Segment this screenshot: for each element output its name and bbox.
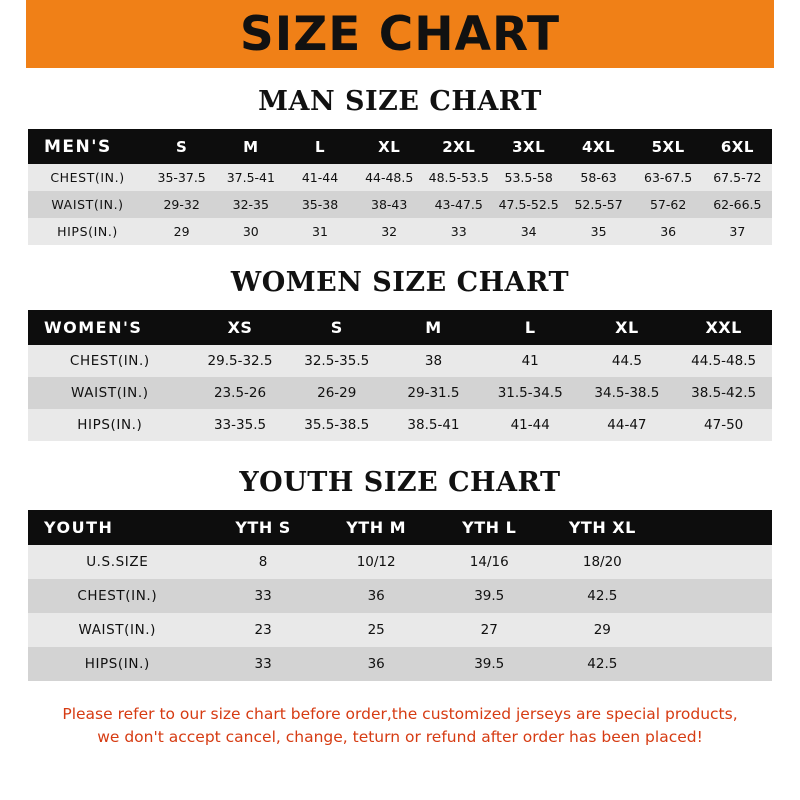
youth-row-0-label: U.S.SIZE [86, 554, 149, 570]
women-cell-0-1: 32.5-35.5 [304, 353, 370, 369]
table-header-row [28, 510, 772, 545]
man-row-0-label: CHEST(IN.) [50, 170, 125, 185]
man-cell-0-6: 58-63 [580, 170, 617, 185]
women-cell-1-1: 26-29 [317, 385, 357, 401]
women-cell-2-1: 35.5-38.5 [304, 417, 370, 433]
youth-section-title: YOUTH SIZE CHART [239, 467, 561, 498]
women-cell-2-3: 41-44 [510, 417, 550, 433]
youth-cell-2-1: 25 [367, 622, 385, 638]
youth-col-4 [659, 510, 772, 545]
youth-cell-2-2: 27 [480, 622, 498, 638]
man-cell-2-8: 37 [729, 224, 746, 239]
man-col-6: 4XL [582, 137, 616, 156]
youth-size-chart [28, 510, 772, 681]
man-cell-2-2: 31 [312, 224, 328, 239]
man-cell-2-4: 33 [450, 224, 467, 239]
table-header-row [28, 310, 772, 345]
man-cell-0-2: 41-44 [301, 170, 339, 185]
youth-col-2: YTH L [462, 518, 517, 537]
women-col-1: S [330, 318, 343, 337]
women-section-title: WOMEN SIZE CHART [230, 267, 570, 298]
youth-cell-1-1: 36 [367, 588, 385, 604]
man-header-label: MEN'S [44, 136, 112, 157]
youth-cell-0-2: 14/16 [469, 554, 509, 570]
youth-row-2-label: WAIST(IN.) [78, 622, 157, 638]
women-row-0-label: CHEST(IN.) [69, 353, 150, 369]
youth-cell-2-0: 23 [254, 622, 272, 638]
women-col-0: XS [227, 318, 253, 337]
youth-cell-3-0: 33 [254, 656, 272, 672]
man-cell-0-4: 48.5-53.5 [428, 170, 489, 185]
table-row [28, 409, 772, 441]
table-row [28, 377, 772, 409]
page-title: SIZE CHART [239, 6, 561, 62]
youth-col-0: YTH S [235, 518, 291, 537]
man-cell-0-1: 37.5-41 [226, 170, 275, 185]
table-row [28, 218, 772, 245]
man-col-1: M [243, 137, 259, 156]
youth-col-1: YTH M [346, 518, 407, 537]
table-row [28, 647, 772, 681]
youth-cell-1-4 [659, 579, 772, 613]
table-header-row [28, 129, 772, 164]
youth-row-1-label: CHEST(IN.) [77, 588, 158, 604]
man-size-table [28, 129, 772, 245]
table-row [28, 191, 772, 218]
youth-cell-1-3: 42.5 [587, 588, 618, 604]
man-cell-1-1: 32-35 [232, 197, 269, 212]
man-row-2-label: HIPS(IN.) [57, 224, 118, 239]
women-row-2-label: HIPS(IN.) [77, 417, 143, 433]
youth-cell-1-2: 39.5 [474, 588, 505, 604]
women-cell-0-4: 44.5 [611, 353, 642, 369]
footer-note-line-2: we don't accept cancel, change, teturn or refund after order has been placed! [97, 728, 703, 747]
youth-cell-0-3: 18/20 [582, 554, 622, 570]
women-cell-1-3: 31.5-34.5 [497, 385, 563, 401]
women-col-5: XXL [705, 318, 742, 337]
youth-cell-3-4 [659, 647, 772, 681]
man-cell-2-3: 32 [381, 224, 398, 239]
man-cell-2-1: 30 [242, 224, 259, 239]
man-col-0: S [175, 137, 188, 156]
youth-cell-0-0: 8 [258, 554, 268, 570]
man-cell-2-7: 36 [660, 224, 677, 239]
women-cell-0-5: 44.5-48.5 [691, 353, 757, 369]
header-band [0, 0, 800, 68]
youth-cell-1-0: 33 [254, 588, 272, 604]
women-size-chart [28, 310, 772, 441]
women-cell-2-4: 44-47 [607, 417, 647, 433]
women-cell-2-5: 47-50 [704, 417, 744, 433]
youth-header-label: YOUTH [44, 518, 114, 537]
youth-cell-3-2: 39.5 [474, 656, 505, 672]
man-cell-0-0: 35-37.5 [157, 170, 206, 185]
man-cell-0-7: 63-67.5 [644, 170, 693, 185]
youth-cell-2-3: 29 [593, 622, 611, 638]
women-cell-0-2: 38 [424, 353, 443, 369]
man-cell-2-6: 35 [590, 224, 607, 239]
man-cell-1-4: 43-47.5 [434, 197, 483, 212]
women-col-3: L [524, 318, 536, 337]
header-right-spacer [774, 0, 800, 68]
women-cell-2-2: 38.5-41 [407, 417, 460, 433]
man-cell-0-5: 53.5-58 [504, 170, 553, 185]
man-cell-1-8: 62-66.5 [713, 197, 762, 212]
man-cell-1-2: 35-38 [301, 197, 339, 212]
man-cell-0-8: 67.5-72 [713, 170, 762, 185]
man-cell-1-6: 52.5-57 [574, 197, 623, 212]
man-cell-2-5: 34 [520, 224, 537, 239]
table-row [28, 345, 772, 377]
women-cell-1-2: 29-31.5 [407, 385, 460, 401]
women-col-4: XL [615, 318, 639, 337]
women-cell-2-0: 33-35.5 [213, 417, 267, 433]
man-cell-1-0: 29-32 [163, 197, 200, 212]
man-col-5: 3XL [512, 137, 546, 156]
women-row-1-label: WAIST(IN.) [71, 385, 149, 401]
youth-cell-0-1: 10/12 [356, 554, 396, 570]
youth-cell-2-4 [659, 613, 772, 647]
man-section-title: MAN SIZE CHART [258, 86, 542, 117]
man-cell-1-3: 38-43 [371, 197, 408, 212]
women-header-label: WOMEN'S [44, 318, 143, 337]
women-col-2: M [425, 318, 442, 337]
table-row [28, 613, 772, 647]
footer-note [24, 703, 776, 750]
women-cell-1-0: 23.5-26 [213, 385, 267, 401]
youth-cell-3-1: 36 [367, 656, 385, 672]
man-col-2: L [314, 137, 326, 156]
youth-row-3-label: HIPS(IN.) [84, 656, 150, 672]
table-row [28, 164, 772, 191]
women-cell-0-3: 41 [521, 353, 539, 369]
youth-cell-0-4 [659, 545, 772, 579]
man-cell-1-7: 57-62 [649, 197, 687, 212]
man-col-4: 2XL [442, 137, 476, 156]
header-left-spacer [0, 0, 26, 68]
man-row-1-label: WAIST(IN.) [51, 197, 124, 212]
table-row [28, 545, 772, 579]
youth-size-table [28, 510, 772, 681]
man-size-chart [28, 129, 772, 245]
man-col-3: XL [378, 137, 401, 156]
footer-note-line-1: Please refer to our size chart before order,the customized jerseys are special products, [62, 705, 738, 723]
women-size-table [28, 310, 772, 441]
table-row [28, 579, 772, 613]
women-cell-0-0: 29.5-32.5 [207, 353, 273, 369]
youth-cell-3-3: 42.5 [587, 656, 618, 672]
man-col-8: 6XL [720, 137, 754, 156]
man-col-7: 5XL [651, 137, 685, 156]
man-cell-1-5: 47.5-52.5 [498, 197, 559, 212]
man-cell-2-0: 29 [173, 224, 190, 239]
youth-col-3: YTH XL [568, 518, 636, 537]
women-cell-1-4: 34.5-38.5 [594, 385, 660, 401]
man-cell-0-3: 44-48.5 [365, 170, 414, 185]
women-cell-1-5: 38.5-42.5 [691, 385, 757, 401]
